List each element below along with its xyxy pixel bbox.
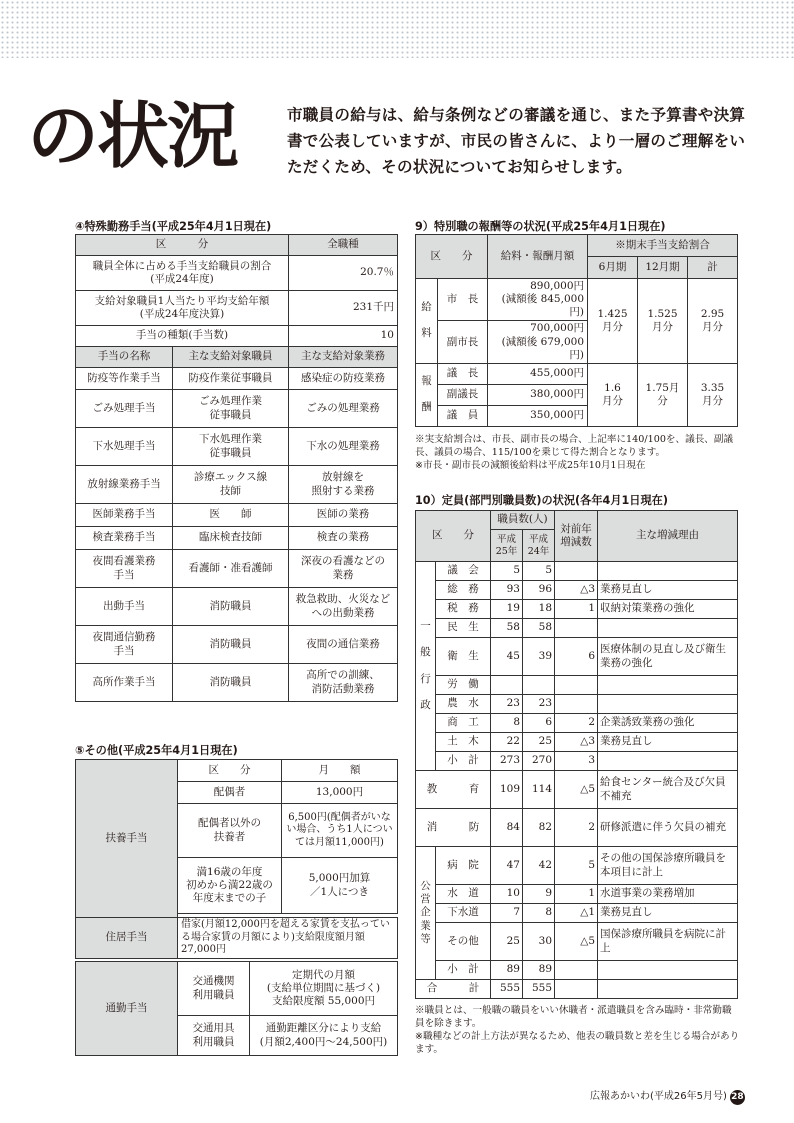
vice-chair-pay: 380,000円 bbox=[488, 384, 588, 405]
cell: 議 会 bbox=[436, 562, 491, 581]
cell bbox=[555, 619, 598, 638]
table-row bbox=[416, 619, 738, 638]
special-official-pay-table bbox=[415, 234, 738, 427]
section-9-title: 9）特別職の報酬等の状況(平成25年4月1日現在) bbox=[415, 220, 666, 233]
chair-pay: 455,000円 bbox=[488, 363, 588, 384]
cell: 25 bbox=[491, 923, 523, 961]
other-dependent-label: 配偶者以外の 扶養者 bbox=[178, 804, 282, 858]
kyuryo-bonus-dec: 1.525 月分 bbox=[638, 279, 688, 364]
cell bbox=[598, 980, 738, 999]
cell: 検査の業務 bbox=[289, 527, 398, 550]
cell bbox=[523, 676, 555, 695]
s10-notes: ※職員とは、一般職の職員をいい休職者・派遣職員を含み臨時・非常勤職員を除きます。 ※職種などの計上方法が異なるため、他表の職員数と差を生じる場合があります。 bbox=[415, 1005, 740, 1055]
cell: 93 bbox=[491, 581, 523, 600]
vice-chair-label: 副議長 bbox=[438, 384, 488, 405]
table-row bbox=[416, 885, 738, 904]
cell: 下水処理手当 bbox=[76, 428, 173, 466]
cell bbox=[555, 676, 598, 695]
cell: 医師の業務 bbox=[289, 504, 398, 527]
cell bbox=[555, 980, 598, 999]
cell: △3 bbox=[555, 581, 598, 600]
kyuryo-bonus-june: 1.425 月分 bbox=[588, 279, 638, 364]
cell: 消防職員 bbox=[173, 626, 289, 664]
transit-label: 交通機関 利用職員 bbox=[178, 962, 250, 1016]
cell: 消 防 bbox=[416, 809, 491, 847]
s9-header-bonus: ※期末手当支給割合 bbox=[588, 235, 738, 257]
cell: 看護師・准看護師 bbox=[173, 550, 289, 588]
member-label: 議 員 bbox=[438, 405, 488, 426]
cell bbox=[555, 961, 598, 980]
transit-value: 定期代の月額 (支給単位期間に基づく) 支給限度額 55,000円 bbox=[250, 962, 398, 1016]
housyu-bonus-dec: 1.75月 分 bbox=[638, 363, 688, 426]
cell: 土 木 bbox=[436, 733, 491, 752]
cell: 45 bbox=[491, 638, 523, 676]
cell: 555 bbox=[491, 980, 523, 999]
cell: 水 道 bbox=[436, 885, 491, 904]
cell bbox=[598, 752, 738, 771]
housyu-bonus-june: 1.6 月分 bbox=[588, 363, 638, 426]
cell: 22 bbox=[491, 733, 523, 752]
cell: 救急救助、火災など への出動業務 bbox=[289, 588, 398, 626]
mayor-pay: 890,000円 (減額後 845,000円) bbox=[488, 279, 588, 321]
section-10-title: 10）定員(部門別職員数)の状況(各年4月1日現在) bbox=[415, 494, 668, 507]
table-row bbox=[416, 676, 738, 695]
member-pay: 350,000円 bbox=[488, 405, 588, 426]
cell: △5 bbox=[555, 771, 598, 809]
cell: 1 bbox=[555, 885, 598, 904]
cell bbox=[555, 562, 598, 581]
cell bbox=[598, 562, 738, 581]
cell: 270 bbox=[523, 752, 555, 771]
table-row bbox=[76, 588, 398, 626]
cell: 23 bbox=[491, 695, 523, 714]
table-row bbox=[76, 550, 398, 588]
s10-header-y24: 平成 24年 bbox=[523, 530, 555, 562]
cell: 検査業務手当 bbox=[76, 527, 173, 550]
table-row bbox=[416, 695, 738, 714]
child-label: 満16歳の年度 初めから満22歳の 年度末までの子 bbox=[178, 858, 282, 914]
s5-header-amount: 月 額 bbox=[282, 760, 398, 782]
cell: 7 bbox=[491, 904, 523, 923]
cell: ごみ処理作業 従事職員 bbox=[173, 390, 289, 428]
table-row bbox=[76, 428, 398, 466]
s4-avg-label: 支給対象職員1人当たり平均支給年額 (平成24年度決算) bbox=[76, 291, 289, 326]
other-allowance-table bbox=[75, 759, 398, 918]
cell: 消防職員 bbox=[173, 588, 289, 626]
cell: 下水道 bbox=[436, 904, 491, 923]
s4-ratio-label: 職員全体に占める手当支給職員の割合 (平成24年度) bbox=[76, 256, 289, 291]
table-row bbox=[416, 847, 738, 885]
table-row bbox=[416, 809, 738, 847]
intro-text: 市職員の給与は、給与条例などの審議を通じ、また予算書や決算書で公表していますが、市民の皆さんに、より一層のご理解をいただくため、その状況についてお知らせします。 bbox=[287, 106, 746, 176]
cell: 税 務 bbox=[436, 600, 491, 619]
cell: 96 bbox=[523, 581, 555, 600]
tsukin-label: 通勤手当 bbox=[76, 962, 178, 1056]
cell: 5 bbox=[523, 562, 555, 581]
cell: 深夜の看護などの 業務 bbox=[289, 550, 398, 588]
cell: 労 働 bbox=[436, 676, 491, 695]
s4-kinds-label: 手当の種類(手当数) bbox=[76, 326, 289, 347]
table-row bbox=[76, 466, 398, 504]
cell: 医療体制の見直し及び衛生業務の強化 bbox=[598, 638, 738, 676]
cell: 夜間の通信業務 bbox=[289, 626, 398, 664]
cell: 臨床検査技師 bbox=[173, 527, 289, 550]
cell: その他 bbox=[436, 923, 491, 961]
cell: 国保診療所職員を病院に計上 bbox=[598, 923, 738, 961]
table-row bbox=[416, 771, 738, 809]
table-row bbox=[416, 638, 738, 676]
section-4-title: ④特殊勤務手当(平成25年4月1日現在) bbox=[75, 220, 272, 233]
cell: 教 育 bbox=[416, 771, 491, 809]
cell: 防疫等作業手当 bbox=[76, 368, 173, 390]
cell: 高所作業手当 bbox=[76, 664, 173, 702]
s4-col-name: 手当の名称 bbox=[76, 347, 173, 368]
cell bbox=[598, 961, 738, 980]
general-admin-label: 一 般 行 政 bbox=[416, 562, 436, 771]
jukyo-value: 借家(月額12,000円を超える家賃を支払っている場合家賃の月額により)支給限度額月額27,000円 bbox=[178, 918, 398, 959]
cell bbox=[598, 619, 738, 638]
kyuryo-bonus-total: 2.95 月分 bbox=[688, 279, 738, 364]
spouse-value: 13,000円 bbox=[282, 782, 398, 804]
cell: 民 生 bbox=[436, 619, 491, 638]
cell: 47 bbox=[491, 847, 523, 885]
s10-header-reason: 主な増減理由 bbox=[598, 511, 738, 562]
spouse-label: 配偶者 bbox=[178, 782, 282, 804]
page-number: 28 bbox=[730, 1090, 745, 1105]
other-dependent-value: 6,500円(配偶者がいない場合、うち1人については月額11,000円) bbox=[282, 804, 398, 858]
s10-header-count: 職員数(人) bbox=[491, 511, 555, 530]
cell: 109 bbox=[491, 771, 523, 809]
table-row bbox=[416, 923, 738, 961]
cell: 18 bbox=[523, 600, 555, 619]
cell: 42 bbox=[523, 847, 555, 885]
s9-header-dec: 12月期 bbox=[638, 257, 688, 279]
table-row bbox=[416, 752, 738, 771]
cell: 出動手当 bbox=[76, 588, 173, 626]
page-title: の状況 bbox=[27, 94, 238, 178]
commute-allowance-table bbox=[75, 961, 398, 1056]
cell: 114 bbox=[523, 771, 555, 809]
cell: 89 bbox=[523, 961, 555, 980]
child-value: 5,000円加算 ／1人につき bbox=[282, 858, 398, 914]
cell: その他の国保診療所職員を本項目に計上 bbox=[598, 847, 738, 885]
s9-header-total: 計 bbox=[688, 257, 738, 279]
cell: △1 bbox=[555, 904, 598, 923]
cell: 58 bbox=[491, 619, 523, 638]
table-row bbox=[76, 368, 398, 390]
housing-allowance-table bbox=[75, 917, 398, 959]
cell: 企業誘致業務の強化 bbox=[598, 714, 738, 733]
cell: 8 bbox=[523, 904, 555, 923]
cell: 89 bbox=[491, 961, 523, 980]
fuyou-label: 扶養手当 bbox=[76, 760, 178, 918]
s4-col-work: 主な支給対象業務 bbox=[289, 347, 398, 368]
cell: 業務見直し bbox=[598, 904, 738, 923]
kyuryo-label: 給 料 bbox=[416, 279, 438, 364]
cell: 農 水 bbox=[436, 695, 491, 714]
cell: 消防職員 bbox=[173, 664, 289, 702]
cell: 夜間看護業務 手当 bbox=[76, 550, 173, 588]
cell: 82 bbox=[523, 809, 555, 847]
s10-header-kubun: 区 分 bbox=[416, 511, 491, 562]
table-row bbox=[416, 904, 738, 923]
s4-col-staff: 主な支給対象職員 bbox=[173, 347, 289, 368]
cell: ごみ処理手当 bbox=[76, 390, 173, 428]
housyu-bonus-total: 3.35 月分 bbox=[688, 363, 738, 426]
cell bbox=[491, 676, 523, 695]
table-row bbox=[416, 980, 738, 999]
s4-ratio-value: 20.7％ bbox=[289, 256, 398, 291]
cell: 25 bbox=[523, 733, 555, 752]
cell: 医師業務手当 bbox=[76, 504, 173, 527]
cell: 夜間通信勤務 手当 bbox=[76, 626, 173, 664]
vehicle-label: 交通用具 利用職員 bbox=[178, 1016, 250, 1056]
housyu-label: 報 酬 bbox=[416, 363, 438, 426]
cell: ごみの処理業務 bbox=[289, 390, 398, 428]
cell: 医 師 bbox=[173, 504, 289, 527]
s9-notes: ※実支給割合は、市長、副市長の場合、上記率に140/100を、議長、副議長、議員の場合、115/100を乗じて得た割合となります。 ※市長・副市長の減額後給料は平成25年10月1日現在 bbox=[415, 434, 734, 471]
cell: 6 bbox=[523, 714, 555, 733]
cell: 1 bbox=[555, 600, 598, 619]
table-row bbox=[76, 390, 398, 428]
special-duty-allowance-table bbox=[75, 234, 398, 702]
cell: 23 bbox=[523, 695, 555, 714]
s10-header-y25: 平成 25年 bbox=[491, 530, 523, 562]
cell: 10 bbox=[491, 885, 523, 904]
cell: 病 院 bbox=[436, 847, 491, 885]
vice-mayor-label: 副市長 bbox=[438, 321, 488, 363]
s10-header-diff: 対前年 増減数 bbox=[555, 511, 598, 562]
table-row bbox=[416, 961, 738, 980]
table-row bbox=[76, 664, 398, 702]
cell: 水道事業の業務増加 bbox=[598, 885, 738, 904]
cell: 3 bbox=[555, 752, 598, 771]
cell: 39 bbox=[523, 638, 555, 676]
section-5-title: ⑤その他(平成25年4月1日現在) bbox=[75, 744, 238, 757]
cell: 下水処理作業 従事職員 bbox=[173, 428, 289, 466]
s5-header-kubun: 区 分 bbox=[178, 760, 282, 782]
cell: 30 bbox=[523, 923, 555, 961]
cell bbox=[598, 695, 738, 714]
cell: 2 bbox=[555, 714, 598, 733]
vehicle-value: 通勤距離区分により支給 (月額2,400円～24,500円) bbox=[250, 1016, 398, 1056]
cell: 衛 生 bbox=[436, 638, 491, 676]
cell: 防疫作業従事職員 bbox=[173, 368, 289, 390]
staffing-table bbox=[415, 510, 738, 999]
cell: 高所での訓練、 消防活動業務 bbox=[289, 664, 398, 702]
cell: 診療エックス線 技師 bbox=[173, 466, 289, 504]
vice-mayor-pay: 700,000円 (減額後 679,000円) bbox=[488, 321, 588, 363]
table-row bbox=[76, 626, 398, 664]
cell: 合 計 bbox=[416, 980, 491, 999]
cell: 業務見直し bbox=[598, 581, 738, 600]
table-row bbox=[416, 600, 738, 619]
s4-avg-value: 231千円 bbox=[289, 291, 398, 326]
cell: 商 工 bbox=[436, 714, 491, 733]
cell: 8 bbox=[491, 714, 523, 733]
cell: 感染症の防疫業務 bbox=[289, 368, 398, 390]
chair-label: 議 長 bbox=[438, 363, 488, 384]
table-row bbox=[76, 527, 398, 550]
cell: 5 bbox=[491, 562, 523, 581]
cell: 業務見直し bbox=[598, 733, 738, 752]
mayor-label: 市 長 bbox=[438, 279, 488, 321]
cell: 放射線を 照射する業務 bbox=[289, 466, 398, 504]
cell bbox=[598, 676, 738, 695]
table-row bbox=[416, 581, 738, 600]
cell: 2 bbox=[555, 809, 598, 847]
s9-header-pay: 給料・報酬月額 bbox=[488, 235, 588, 279]
dotted-header-band bbox=[0, 0, 794, 58]
cell: △3 bbox=[555, 733, 598, 752]
cell: 収納対策業務の強化 bbox=[598, 600, 738, 619]
cell: 84 bbox=[491, 809, 523, 847]
cell: 給食センター統合及び欠員不補充 bbox=[598, 771, 738, 809]
s4-kinds-value: 10 bbox=[289, 326, 398, 347]
cell: 下水の処理業務 bbox=[289, 428, 398, 466]
cell: 273 bbox=[491, 752, 523, 771]
cell: 58 bbox=[523, 619, 555, 638]
cell bbox=[555, 695, 598, 714]
footer bbox=[590, 1087, 745, 1105]
cell: 小 計 bbox=[436, 752, 491, 771]
s9-header-june: 6月期 bbox=[588, 257, 638, 279]
cell: 5 bbox=[555, 847, 598, 885]
cell: 総 務 bbox=[436, 581, 491, 600]
cell: 555 bbox=[523, 980, 555, 999]
cell: 19 bbox=[491, 600, 523, 619]
s4-header-all: 全職種 bbox=[289, 235, 398, 256]
footer-text: 広報あかいわ(平成26年5月号) bbox=[590, 1091, 727, 1102]
jukyo-label: 住居手当 bbox=[76, 918, 178, 959]
table-row bbox=[416, 733, 738, 752]
cell: 6 bbox=[555, 638, 598, 676]
cell: △5 bbox=[555, 923, 598, 961]
s9-header-kubun: 区 分 bbox=[416, 235, 488, 279]
cell: 9 bbox=[523, 885, 555, 904]
table-row bbox=[416, 714, 738, 733]
cell: 小 計 bbox=[436, 961, 491, 980]
s4-header-kubun: 区 分 bbox=[76, 235, 289, 256]
table-row bbox=[416, 562, 738, 581]
cell: 研修派遣に伴う欠員の補充 bbox=[598, 809, 738, 847]
public-enterprise-label: 公 営 企 業 等 bbox=[416, 847, 436, 980]
cell: 放射線業務手当 bbox=[76, 466, 173, 504]
table-row bbox=[76, 504, 398, 527]
